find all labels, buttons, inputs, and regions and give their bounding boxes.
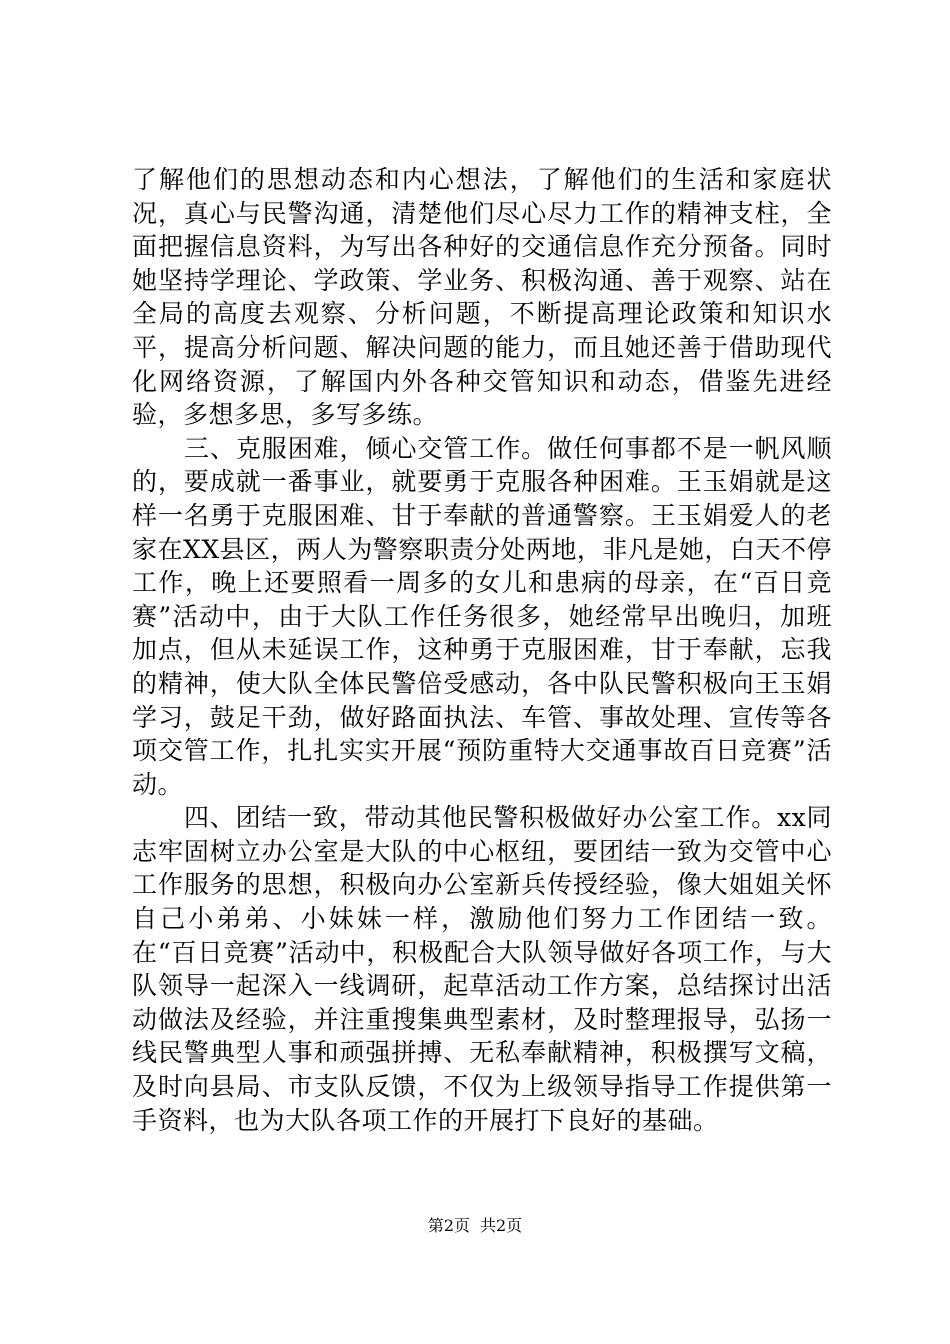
page-footer — [0, 1216, 950, 1236]
page-total: 共2页 — [480, 1216, 523, 1235]
page-number: 第2页 — [427, 1216, 470, 1235]
paragraph-3: 四、团结一致，带动其他民警积极做好办公室工作。xx同志牢固树立办公室是大队的中心枢纽，要团结一致为交管中心工作服务的思想，积极向办公室新兵传授经验，像大姐姐关怀自己小弟弟、小妹妹一样，激励他们努力工作团结一致。在“百日竞赛”活动中，积极配合大队领导做好各项工作，与大队领导一起深入一线调研，起草活动工作方案，总结探讨出活动做法及经验，并注重搜集典型素材，及时整理报导，弘扬一线民警典型人事和顽强拼搏、无私奉献精神，积极撰写文稿，及时向县局、市支队反馈，不仅为上级领导指导工作提供第一手资料，也为大队各项工作的开展打下良好的基础。 — [132, 803, 832, 1135]
paragraph-1: 了解他们的思想动态和内心想法，了解他们的生活和家庭状况，真心与民警沟通，清楚他们尽心尽力工作的精神支柱，全面把握信息资料，为写出各种好的交通信息作充分预备。同时她坚持学理论、学政策、学业务、积极沟通、善于观察、站在全局的高度去观察、分析问题，不断提高理论政策和知识水平，提高分析问题、解决问题的能力，而且她还善于借助现代化网络资源，了解国内外各种交管知识和动态，借鉴先进经验，多想多思，多写多练。 — [132, 165, 832, 430]
document-body — [132, 163, 832, 1137]
paragraph-2: 三、克服困难，倾心交管工作。做任何事都不是一帆风顺的，要成就一番事业，就要勇于克服各种困难。王玉娟就是这样一名勇于克服困难、甘于奉献的普通警察。王玉娟爱人的老家在XX县区，两人为警察职责分处两地，非凡是她，白天不停工作，晚上还要照看一周多的女儿和患病的母亲，在“百日竞赛”活动中，由于大队工作任务很多，她经常早出晚归，加班加点，但从未延误工作，这种勇于克服困难，甘于奉献，忘我的精神，使大队全体民警倍受感动，各中队民警积极向王玉娟学习，鼓足干劲，做好路面执法、车管、事故处理、宣传等各项交管工作，扎扎实实开展“预防重特大交通事故百日竞赛”活动。 — [132, 433, 832, 799]
